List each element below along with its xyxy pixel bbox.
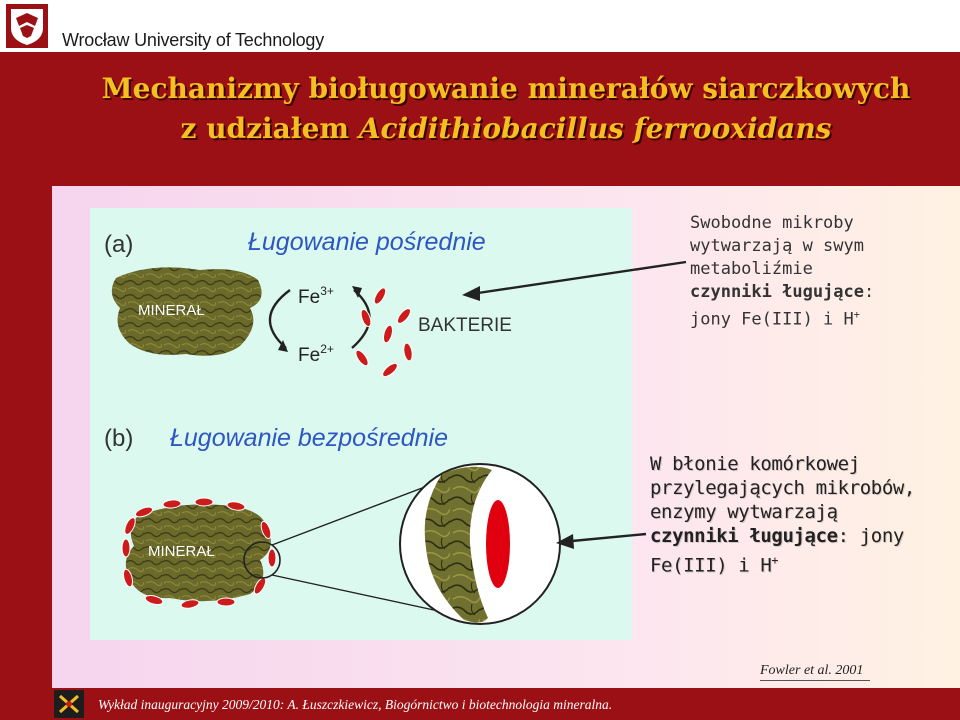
- mineral-label-b: MINERAŁ: [148, 543, 215, 560]
- bacterium: [122, 539, 130, 557]
- text-b-bold: czynniki ługujące: [650, 525, 838, 547]
- footer-text: Wykład inauguracyjny 2009/2010: A. Łuszczkiewicz, Biogórnictwo i biotechnologia mineralna.: [98, 697, 613, 712]
- citation: Fowler et al. 2001: [760, 663, 864, 678]
- left-maroon-bar: [0, 52, 52, 720]
- leaching-diagram: [90, 208, 632, 640]
- text-b-line1: W błonie komórkowej: [650, 453, 860, 475]
- text-b-rest: : jony: [837, 525, 904, 547]
- top-header-bar: [0, 0, 960, 52]
- citation-underline: [760, 680, 870, 681]
- mineral-label-a: MINERAŁ: [138, 302, 205, 319]
- slide-title-line1: Mechanizmy bioługowanie minerałów siarczkowych: [101, 72, 911, 105]
- university-name: Wrocław University of Technology: [62, 30, 325, 50]
- text-b-line3: enzymy wytwarzają: [650, 501, 838, 523]
- text-a-colon: :: [864, 282, 875, 302]
- text-b-line4: [650, 524, 950, 548]
- fe2-ion: $Fe^{2+}$: [298, 342, 334, 366]
- direct-leaching-text: [650, 452, 950, 577]
- university-crest-icon: [6, 4, 48, 48]
- title-prefix: z udziałem: [180, 112, 359, 145]
- fe3-ion: $Fe^{3+}$: [298, 284, 334, 308]
- indirect-leaching-text: [690, 212, 950, 332]
- title-species: Acidithiobacillus ferrooxidans: [358, 112, 832, 145]
- bacteria-label: BAKTERIE: [418, 315, 512, 336]
- text-a-bold: czynniki ługujące: [690, 282, 864, 302]
- text-a-line2: wytwarzają w swym: [690, 236, 864, 256]
- text-b-line5: [650, 548, 950, 577]
- mining-logo-icon: [54, 690, 84, 718]
- bacterium: [217, 598, 235, 606]
- text-a-sup: +: [853, 310, 860, 321]
- text-a-line3: metaboliźmie: [690, 259, 813, 279]
- text-b-line2: przylegających mikrobów,: [650, 477, 915, 499]
- panel-b-label: (b): [104, 425, 134, 452]
- text-a-line4: [690, 281, 950, 304]
- panel-a-heading: Ługowanie pośrednie: [248, 228, 486, 256]
- text-b-sup: +: [771, 553, 778, 567]
- text-a-ions: jony Fe(III) i H: [690, 309, 854, 330]
- panel-b-heading: Ługowanie bezpośrednie: [170, 424, 448, 452]
- slide-title-line2: [52, 112, 960, 145]
- bacterium: [268, 549, 276, 567]
- zoom-bacterium: [486, 500, 510, 588]
- text-a-line1: Swobodne mikroby: [690, 213, 854, 233]
- bacterium: [195, 498, 213, 506]
- panel-a-label: (a): [104, 231, 134, 258]
- text-b-ions: Fe(III) i H: [650, 554, 772, 577]
- title-box: [52, 52, 960, 186]
- text-a-line5: [690, 304, 950, 332]
